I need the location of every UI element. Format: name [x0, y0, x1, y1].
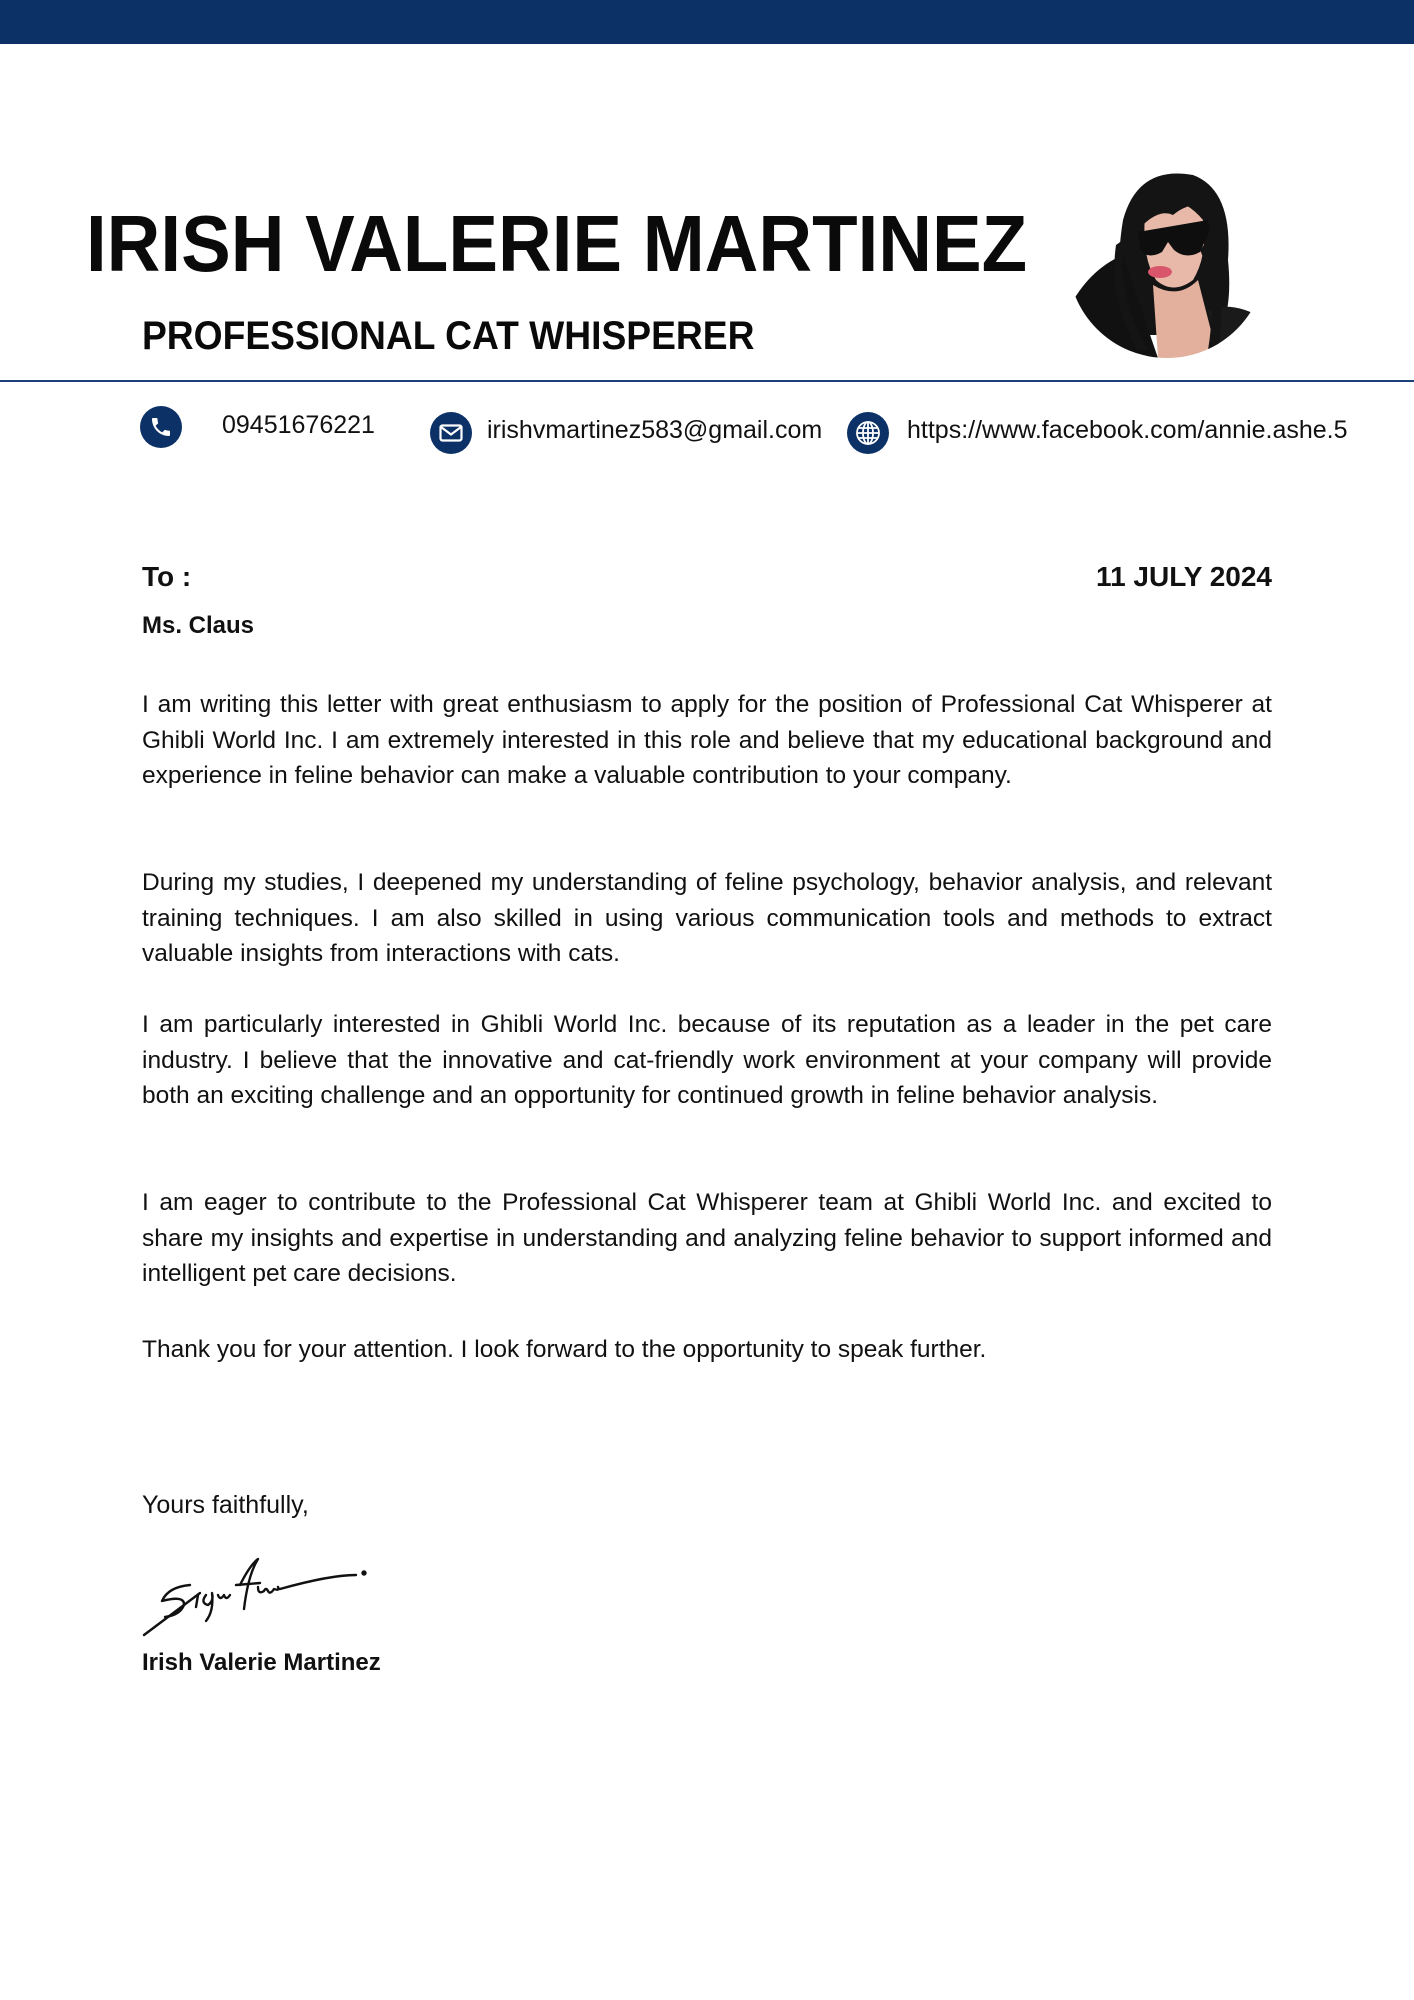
job-title: PROFESSIONAL CAT WHISPERER: [142, 314, 755, 358]
phone-number[interactable]: 09451676221: [222, 411, 375, 439]
body-paragraph: I am eager to contribute to the Professional Cat Whisperer team at Ghibli World Inc. and excited to share my insights and expertise in understanding and analyzing feline behavior to support informed and intelligent pet care decisions.: [142, 1189, 1272, 1287]
body-paragraph-thanks: Thank you for your attention. I look forward to the opportunity to speak further.: [142, 1336, 987, 1363]
body-paragraph: I am writing this letter with great enthusiasm to apply for the position of Professional Cat Whisperer at Ghibli World Inc. I am extremely interested in this role and believe that my educational background and experience in feline behavior can make a valuable contribution to your company.: [142, 691, 1272, 789]
phone-icon: [140, 406, 182, 448]
applicant-name: IRISH VALERIE MARTINEZ: [86, 199, 1028, 288]
closing-salutation: Yours faithfully,: [142, 1491, 309, 1519]
handwritten-signature: [140, 1545, 380, 1640]
body-paragraph: I am particularly interested in Ghibli World Inc. because of its reputation as a leader in the pet care industry. I believe that the innovative and cat-friendly work environment at your company will provide both an exciting challenge and an opportunity for continued growth in feline behavior analysis.: [142, 1011, 1272, 1109]
email-link[interactable]: irishvmartinez583@gmail.com: [487, 416, 823, 444]
globe-icon: [847, 412, 889, 454]
recipient-name: Ms. Claus: [142, 612, 255, 639]
to-label: To :: [142, 561, 192, 592]
header-divider: [0, 380, 1414, 382]
header-accent-bar: [0, 0, 1414, 44]
letter-date: 11 JULY 2024: [1096, 561, 1272, 592]
profile-photo: [1068, 160, 1266, 358]
signer-name: Irish Valerie Martinez: [142, 1649, 381, 1676]
portrait-illustration: [1068, 160, 1266, 358]
website-link[interactable]: https://www.facebook.com/annie.ashe.5: [907, 416, 1348, 444]
body-paragraph: During my studies, I deepened my understanding of feline psychology, behavior analysis, and relevant training techniques. I am also skilled in using various communication tools and methods to extract valuable insights from interactions with cats.: [142, 869, 1272, 967]
envelope-icon: [430, 412, 472, 454]
